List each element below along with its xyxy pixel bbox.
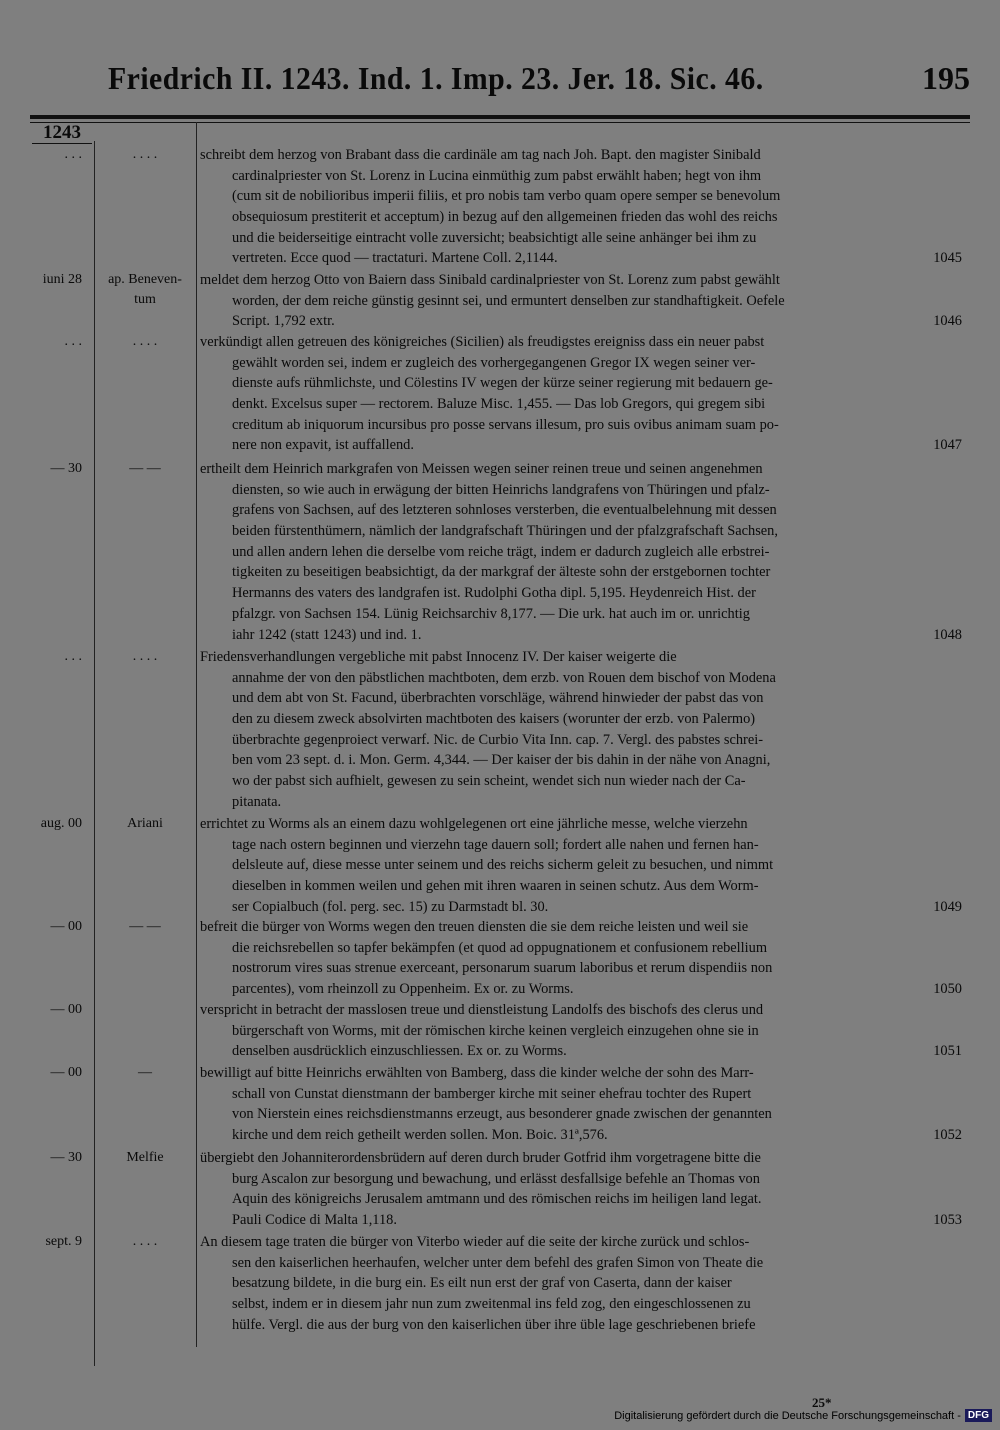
- entry-line: die reichsrebellen so tapfer bekämpfen (et quod ad oppugnationem et confusionem rebellium: [232, 939, 768, 956]
- entry-line: (cum sit de nobilioribus imperii filiis, et pro nobis tam verbo quam opere semper se benevolum: [232, 188, 781, 205]
- entry-line: An diesem tage traten die bürger von Viterbo wieder auf die seite der kirche zurück und schlos-: [200, 1234, 750, 1250]
- entry-date: — 30: [50, 461, 82, 476]
- entry-number: 1051: [933, 1043, 962, 1060]
- entry-line: pitanata.: [232, 793, 282, 810]
- entry-line: besatzung bildete, in die burg ein. Es eilt nun erst der graf von Caserta, dann der kaiser: [232, 1275, 732, 1292]
- entry-line: dienste aufs rühmlichste, und Cölestins IV wegen der kürze seiner regierung mit bedauern ge-: [232, 375, 773, 392]
- entry-date: — 30: [50, 1150, 82, 1165]
- entry-place: Melfie: [126, 1150, 164, 1165]
- entry-date: — 00: [50, 1065, 82, 1080]
- entry-line-text: denselben ausdrücklich einzuschliessen. Ex or. zu Worms.: [232, 1043, 567, 1060]
- entry-place: . . . .: [132, 334, 158, 349]
- header-rule-thick: [30, 115, 970, 119]
- entry-line: sen den kaiserlichen heerhaufen, welcher unter dem befehl des grafen Simon von Theate die: [232, 1254, 764, 1271]
- entry-line-text: iahr 1242 (statt 1243) und ind. 1.: [232, 626, 422, 643]
- entry-line: [200, 625, 962, 646]
- entry-place: ap. Beneven- tum: [108, 272, 182, 307]
- entry-line: den zu diesem zweck absolvirten machtboten des kaisers (worunter der erzb. von Palermo): [232, 711, 756, 728]
- entry-line: burg Ascalon zur besorgung und bewachung, und erlässt desfallsige befehle an Thomas von: [232, 1170, 760, 1187]
- entry-line: [200, 248, 962, 269]
- register-entry: [200, 917, 962, 1000]
- dfg-logo-icon: DFG: [965, 1409, 992, 1422]
- entry-line: errichtet zu Worms als an einem dazu wohlgelegenen ort eine jährliche messe, welche vierzehn: [200, 816, 748, 832]
- entry-line-text: Pauli Codice di Malta 1,118.: [232, 1212, 397, 1229]
- entry-line: Aquin des königreichs Jerusalem amtmann und des römischen reichs im heiligen land legat.: [232, 1191, 762, 1208]
- entry-line: [200, 1210, 962, 1231]
- entry-date: . . .: [64, 649, 82, 664]
- entry-date: iuni 28: [42, 272, 82, 287]
- entry-line: und allen andern lehen die derselbe vom reiche trägt, indem er dadurch zugleich alle erbstrei-: [232, 543, 770, 560]
- entry-line: und dem abt von St. Facund, überbrachten vorschläge, während hinwieder der pabst das von: [232, 690, 764, 707]
- entry-number: 1053: [933, 1212, 962, 1229]
- entry-line: grafens von Sachsen, auf des letzteren sohnloses versterben, die eventualbelehnung mit dessen: [232, 502, 777, 519]
- entry-line: ben vom 23 sept. d. i. Mon. Germ. 4,344. — Der kaiser der bis dahin in der nähe von Anagni,: [232, 752, 771, 769]
- entry-line: übergiebt den Johanniterordensbrüdern auf deren durch bruder Gotfrid ihm vorgetragene bitte die: [200, 1150, 761, 1166]
- entry-line: dieselben in kommen weilen und gehen mit ihren waaren in seinen schutz. Aus dem Worm-: [232, 878, 759, 895]
- entry-number: 1046: [933, 313, 962, 330]
- entry-number: 1052: [933, 1127, 962, 1144]
- entry-line: befreit die bürger von Worms wegen den treuen diensten die sie dem reiche leisten und weil sie: [200, 919, 749, 935]
- entry-line: wo der pabst sich aufhielt, gewesen zu sein scheint, wendet sich nun wieder nach der Ca-: [232, 773, 746, 790]
- page-number: 195: [922, 60, 970, 96]
- entry-line: denkt. Excelsus super — rectorem. Baluze Misc. 1,455. — Das lob Gregors, qui gregem sibi: [232, 396, 766, 413]
- entry-line-text: vertreten. Ecce quod — tractaturi. Martene Coll. 2,1144.: [232, 250, 558, 267]
- entry-line: und die beiderseitige eintracht volle zuversicht; beabsichtigt alle seine anhänger bei ihm zu: [232, 229, 757, 246]
- entry-line: Friedensverhandlungen vergebliche mit pabst Innocenz IV. Der kaiser weigerte die: [200, 649, 677, 665]
- register-entry: [200, 1000, 962, 1062]
- entry-line: selbst, indem er in diesem jahr nun zum zweitenmal ins feld zog, den eingeschlossenen zu: [232, 1296, 751, 1313]
- entry-date: — 00: [50, 919, 82, 934]
- entry-line: verkündigt allen getreuen des königreiches (Sicilien) als freudigstes ereigniss dass ein neuer pabst: [200, 334, 765, 350]
- entry-place: — —: [129, 919, 161, 934]
- entry-line: creditum ab iniquorum incursibus pro posse servans illesum, pro suis ovibus animam suam po-: [232, 416, 779, 433]
- register-entry: [200, 1063, 962, 1146]
- entry-line: delsleute auf, diese messe unter seinem und des reichs sicherm geleit zu besuchen, und nimmt: [232, 857, 774, 874]
- entry-line-text: kirche und dem reich getheilt werden sollen. Mon. Boic. 31ª,576.: [232, 1127, 608, 1144]
- register-entry: [200, 145, 962, 269]
- entry-line-text: nere non expavit, ist auffallend.: [232, 437, 414, 454]
- signature-mark: 25*: [812, 1395, 832, 1410]
- entry-date: sept. 9: [45, 1234, 82, 1249]
- entry-number: 1050: [933, 981, 962, 998]
- entry-line: tage nach ostern beginnen und vierzehn tage dauern soll; fordert alle nahen und fernen han-: [232, 836, 759, 853]
- column-divider-place: [196, 122, 197, 1347]
- register-entry: [200, 647, 962, 813]
- entry-line: meldet dem herzog Otto von Baiern dass Sinibald cardinalpriester von St. Lorenz zum pabst gewählt: [200, 272, 780, 288]
- entry-date: . . .: [64, 334, 82, 349]
- entry-number: 1049: [933, 898, 962, 915]
- entry-place: . . . .: [132, 147, 158, 162]
- register-entry: [200, 332, 962, 456]
- register-entry: [200, 814, 962, 917]
- register-entry: [200, 270, 962, 332]
- register-entry: [200, 1148, 962, 1231]
- entry-line: [200, 435, 962, 456]
- entry-number: 1047: [933, 437, 962, 454]
- year-heading: 1243: [32, 123, 92, 144]
- entry-line: gewählt worden sei, indem er zugleich des vorhergegangenen Gregor IX wegen seiner ver-: [232, 354, 756, 371]
- entry-line: schreibt dem herzog von Brabant dass die cardinäle am tag nach Joh. Bapt. den magister Sinibald: [200, 147, 761, 163]
- entry-date: . . .: [64, 147, 82, 162]
- header-rule-thin: [30, 122, 970, 123]
- entry-line: [200, 1041, 962, 1062]
- entry-number: 1045: [933, 250, 962, 267]
- entry-line: diensten, so wie auch in erwägung der bitten Heinrichs landgrafens von Thüringen und pfalz-: [232, 481, 770, 498]
- entry-line: von Nierstein eines reichsdienstmanns erzeugt, aus besonderer gnade zwischen der genannten: [232, 1106, 772, 1123]
- entry-line: schall von Cunstat dienstmann der bamberger kirche mit seiner ehefrau tochter des Rupert: [232, 1085, 752, 1102]
- entry-line: nostrorum vires suas strenue exerceant, personarum suarum laboribus et rerum dispendiis non: [232, 960, 773, 977]
- entry-line-text: parcentes), vom rheinzoll zu Oppenheim. Ex or. zu Worms.: [232, 981, 574, 998]
- entry-line: obsequiosum prestiterit et acceptum) in bezug auf den allgemeinen frieden das wohl des reichs: [232, 209, 778, 226]
- entry-line: verspricht in betracht der masslosen treue und dienstleistung Landolfs des bischofs des clerus und: [200, 1002, 764, 1018]
- entry-line: tigkeiten zu beseitigen beabsichtigt, da der markgraf der älteste sohn der erstgebornen tochter: [232, 564, 771, 581]
- entry-line: ertheilt dem Heinrich markgrafen von Meissen wegen seiner reinen treue und seinen angenehmen: [200, 461, 763, 477]
- entry-line-text: ser Copialbuch (fol. perg. sec. 15) zu Darmstadt bl. 30.: [232, 898, 549, 915]
- entry-place: . . . .: [132, 1234, 158, 1249]
- entry-number: 1048: [933, 626, 962, 643]
- entry-line-text: Script. 1,792 extr.: [232, 313, 335, 330]
- entry-line: bewilligt auf bitte Heinrichs erwählten von Bamberg, dass die kinder welche der sohn des Marr-: [200, 1065, 754, 1081]
- entry-line: [200, 979, 962, 1000]
- entry-line: [200, 897, 962, 918]
- entry-line: hülfe. Vergl. die aus der burg von den kaiserlichen über ihre üble lage geschriebenen briefe: [232, 1316, 756, 1333]
- entry-date: — 00: [50, 1002, 82, 1017]
- entry-line: [200, 1125, 962, 1146]
- entry-place: . . . .: [132, 649, 158, 664]
- register-entry: [200, 459, 962, 645]
- footer-text: Digitalisierung gefördert durch die Deutsche Forschungsgemeinschaft -: [614, 1409, 961, 1422]
- entry-line: pfalzgr. von Sachsen 154. Lünig Reichsarchiv 8,177. — Die urk. hat auch im or. unrichtig: [232, 605, 750, 622]
- entry-place: Ariani: [127, 816, 163, 831]
- entry-line: cardinalpriester von St. Lorenz in Lucina einmüthig zum pabst erwählt haben; hegt von ihm: [232, 167, 762, 184]
- running-header: Friedrich II. 1243. Ind. 1. Imp. 23. Jer. 18. Sic. 46.: [108, 60, 764, 96]
- entry-line: Hermanns des vaters des landgrafen ist. Rudolphi Gotha dipl. 5,195. Heydenreich Hist. der: [232, 585, 756, 602]
- entry-place: —: [138, 1065, 152, 1080]
- entry-line: beiden fürstenthümern, nämlich der landgrafschaft Thüringen und der pfalzgrafschaft Sachsen,: [232, 523, 778, 540]
- column-divider-date: [94, 141, 95, 1366]
- entry-line: überbrachte gegenproiect verwarf. Nic. de Curbio Vita Inn. cap. 7. Vergl. des pabstes schrei-: [232, 731, 764, 748]
- register-entry: [200, 1232, 962, 1335]
- entry-date: aug. 00: [40, 816, 82, 831]
- footer-credit: [614, 1409, 992, 1422]
- entry-line: annahme der von den päbstlichen machtboten, dem erzb. von Rouen dem bischof von Modena: [232, 669, 776, 686]
- entry-line: [200, 311, 962, 332]
- entry-line: bürgerschaft von Worms, mit der römischen kirche keinen vergleich einzugehen ohne sie in: [232, 1022, 759, 1039]
- entry-place: — —: [129, 461, 161, 476]
- entry-line: worden, der dem reiche günstig gesinnt sei, und ermuntert denselben zur standhaftigkeit. Oefele: [232, 292, 785, 309]
